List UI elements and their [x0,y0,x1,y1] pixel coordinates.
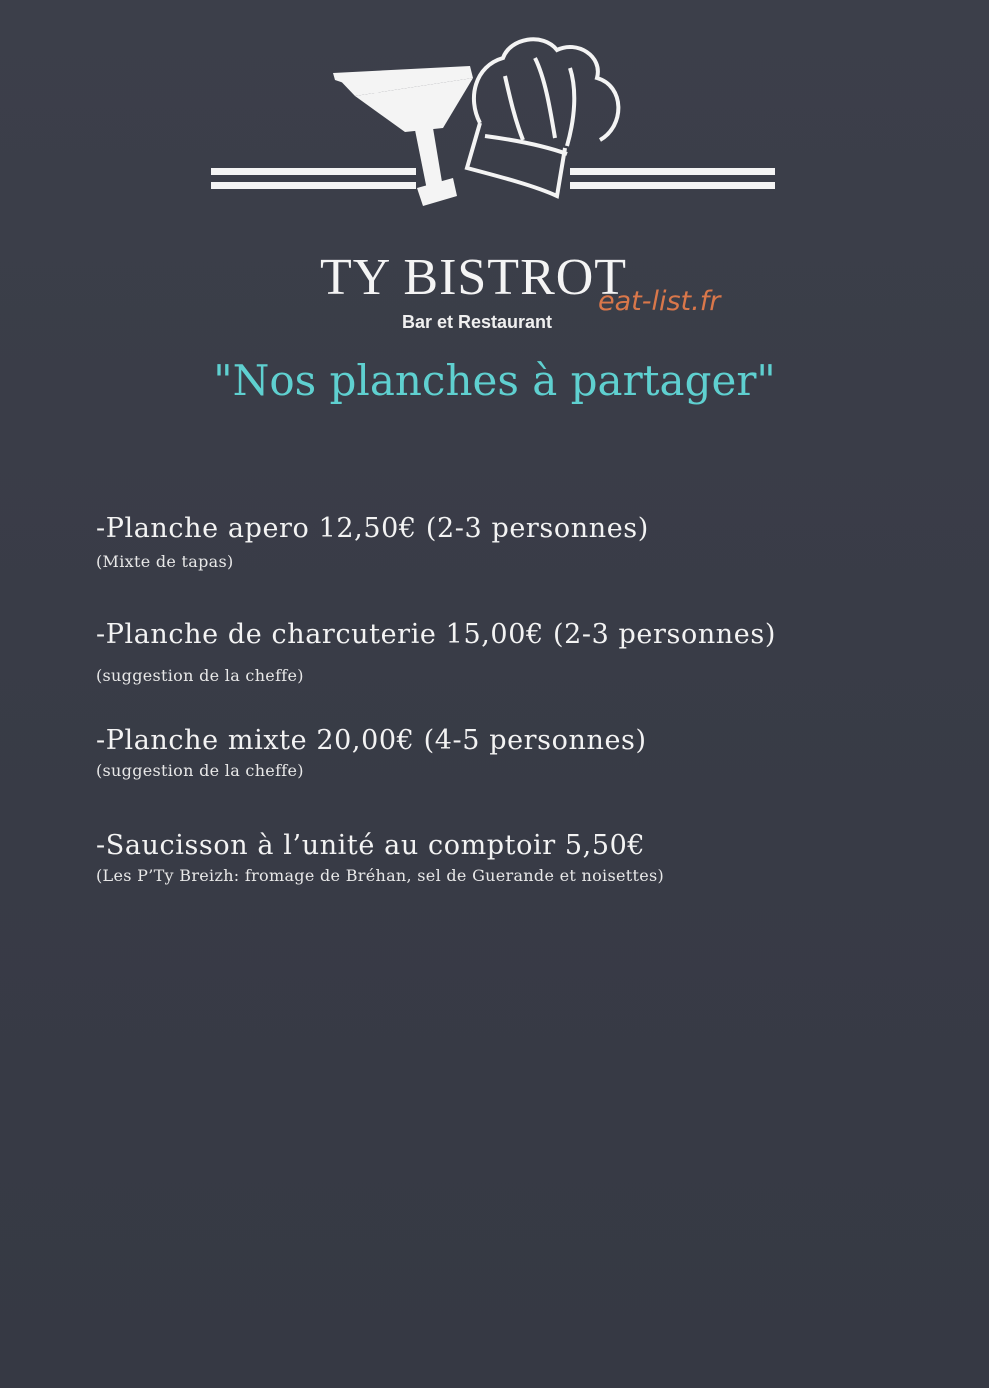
menu-item-note: (suggestion de la cheffe) [96,761,304,780]
watermark-text: eat-list.fr [598,286,721,317]
menu-item-title: -Planche apero 12,50€ (2-3 personnes) [96,513,649,544]
logo-lines-right [570,168,775,189]
menu-item-note: (Les P’Ty Breizh: fromage de Bréhan, sel de Guerande et noisettes) [96,866,665,885]
menu-item [96,512,649,571]
menu-item-title: -Planche mixte 20,00€ (4-5 personnes) [96,725,647,756]
menu-item-title: -Planche de charcuterie 15,00€ (2-3 personnes) [96,619,776,650]
restaurant-tagline: Bar et Restaurant [402,312,553,332]
menu-item [96,618,776,685]
menu-item [96,829,664,885]
menu-item [96,724,647,780]
restaurant-logo [205,28,780,218]
menu-item-note: (suggestion de la cheffe) [96,666,304,685]
section-heading: "Nos planches à partager" [213,356,776,405]
logo-lines-left [211,168,416,189]
menu-item-note: (Mixte de tapas) [96,552,234,571]
restaurant-name: TY BISTROT [320,249,628,306]
menu-item-title: -Saucisson à l’unité au comptoir 5,50€ [96,830,646,861]
